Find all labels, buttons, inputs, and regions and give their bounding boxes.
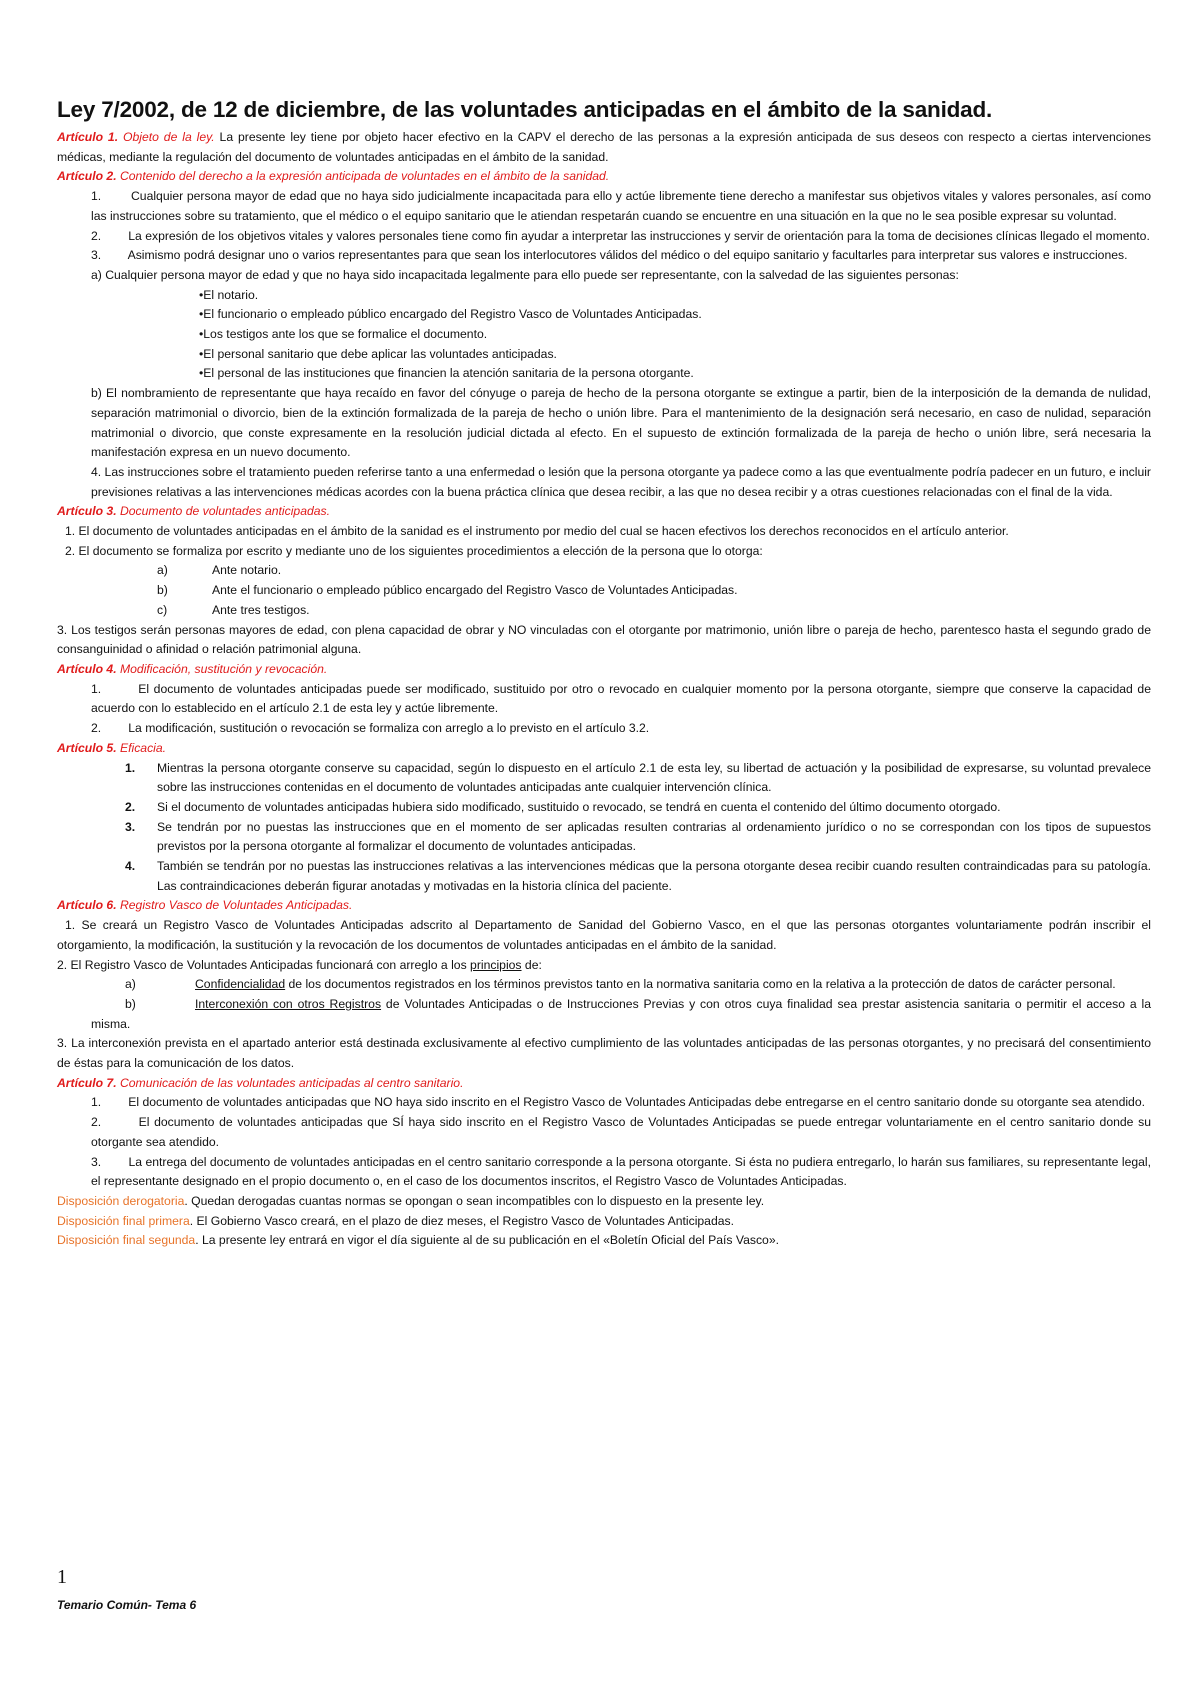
article-4-heading: Artículo 4. Modificación, sustitución y revocación. [57, 661, 328, 676]
article-6-paragraph-3: 3. La interconexión prevista en el apartado anterior está destinada exclusivamente al efectivo cumplimiento de las voluntades anticipadas de las personas otorgantes, y no precisará del consentimiento de éstas para la comunicación de los datos. [57, 1036, 1151, 1071]
document-page [57, 96, 1155, 1251]
article-6-heading: Artículo 6. Registro Vasco de Voluntades Anticipadas. [57, 898, 353, 913]
article-3-paragraph-1: 1. El documento de voluntades anticipadas en el ámbito de la sanidad es el instrumento por medio del cual se hacen efectivos los derechos reconocidos en el artículo anterior. [65, 524, 1009, 539]
list-item: 4. También se tendrán por no puestas las instrucciones relativas a las intervenciones médicas que la persona otorgante desea recibir cuando resulten contraindicadas para su patología. Las contraindicaciones deberán figurar anotadas y motivadas en la historia clínica del paciente. [125, 859, 1151, 893]
document-title: Ley 7/2002, de 12 de diciembre, de las voluntades anticipadas en el ámbito de la sanidad. [57, 97, 993, 122]
article-2-paragraph-4: 4. Las instrucciones sobre el tratamiento pueden referirse tanto a una enfermedad o lesión que la persona otorgante ya padece como a las que eventualmente podría padecer en un futuro, e incluir previsiones relativas a las intervenciones médicas acordes con la buena práctica clínica que desea recibir, a las que no desea recibir y a otras cuestiones relacionadas con el final de la vida. [91, 464, 1151, 499]
article-2-paragraph-a: a) Cualquier persona mayor de edad y que no haya sido incapacitada legalmente para ello puede ser representante, con la salvedad de las siguientes personas: [91, 267, 959, 282]
article-3-heading: Artículo 3. Documento de voluntades anticipadas. [57, 504, 331, 519]
article-3-paragraph-3: 3. Los testigos serán personas mayores de edad, con plena capacidad de obrar y NO vinculadas con el otorgante por matrimonio, unión libre o pareja de hecho, parentesco hasta el segundo grado de consanguinidad o afinidad o relación patrimonial alguna. [57, 622, 1151, 657]
disposition-derogatory: Disposición derogatoria. Quedan derogadas cuantas normas se opongan o sean incompatibles con lo dispuesto en la presente ley. [57, 1193, 765, 1208]
article-2-paragraph-b: b) El nombramiento de representante que haya recaído en favor del cónyuge o pareja de hecho de la persona otorgante se extingue a partir, bien de la interposición de la demanda de nulidad, separación matrimonial o divorcio, bien de la extinción formalizada de la pareja de hecho o unión libre. Para el mantenimiento de la designación será necesario, en caso de nulidad, separación matrimonial o divorcio, que conste expresamente en la resolución judicial dictada al efecto. En el supuesto de extinción formalizada de la pareja de hecho o unión libre, será necesaria la manifestación expresa en un nuevo documento. [91, 386, 1151, 460]
article-7-paragraph-1: 1. El documento de voluntades anticipadas que NO haya sido inscrito en el Registro Vasco de Voluntades Anticipadas debe entregarse en el centro sanitario donde su otorgante sea atendido. [91, 1095, 1145, 1110]
list-item: 3. Se tendrán por no puestas las instrucciones que en el momento de ser aplicadas resulten contrarias al ordenamiento jurídico o no se correspondan con los tipos de supuestos previstos por la persona otorgante al formalizar el documento de voluntades anticipadas. [125, 819, 1151, 854]
article-2-paragraph-2: 2. La expresión de los objetivos vitales y valores personales tiene como fin ayudar a interpretar las instrucciones y servir de orientación para la toma de decisiones clínicas llegado el momento. [91, 228, 1150, 243]
list-item: •El funcionario o empleado público encargado del Registro Vasco de Voluntades Anticipadas. [199, 307, 702, 322]
list-item: c) Ante tres testigos. [157, 602, 310, 617]
article-2-paragraph-3: 3. Asimismo podrá designar uno o varios representantes para que sean los interlocutores válidos del médico o del equipo sanitario y facultarles para interpretar sus valores e instrucciones. [91, 248, 1128, 263]
article-3-paragraph-2: 2. El documento se formaliza por escrito y mediante uno de los siguientes procedimientos a elección de la persona que lo otorga: [65, 543, 763, 558]
list-item: •El personal de las instituciones que financien la atención sanitaria de la persona otorgante. [199, 366, 694, 381]
page-number: 1 [57, 1566, 67, 1588]
list-item: 1. Mientras la persona otorgante conserve su capacidad, según lo dispuesto en el artículo 2.1 de esta ley, su libertad de actuación y la posibilidad de expresarse, su voluntad prevalece sobre las instrucciones contenidas en el documento de voluntades anticipadas ante cualquier intervención clínica. [125, 760, 1151, 795]
list-item: a) Ante notario. [157, 563, 282, 578]
article-6-paragraph-1: 1. Se creará un Registro Vasco de Voluntades Anticipadas adscrito al Departamento de Sanidad del Gobierno Vasco, en el que las personas otorgantes voluntariamente podrán inscribir el otorgamiento, la modificación, la sustitución y la revocación de los documentos de voluntades anticipadas en el ámbito de la sanidad. [57, 918, 1151, 952]
list-item: •El personal sanitario que debe aplicar las voluntades anticipadas. [199, 346, 557, 361]
list-item: b) Interconexión con otros Registros de Voluntades Anticipadas o de Instrucciones Previas y con otros cuya finalidad sea prestar asistencia sanitaria o permitir el acceso a la misma. [91, 996, 1151, 1031]
footer-text: Temario Común- Tema 6 [57, 1598, 197, 1612]
article-heading: Artículo 1. Objeto de la ley. [57, 130, 215, 144]
list-item: •El notario. [199, 287, 259, 302]
article-2-heading: Artículo 2. Contenido del derecho a la expresión anticipada de voluntades en el ámbito de la sanidad. [57, 169, 610, 184]
article-text: La presente ley tiene por objeto hacer efectivo en la CAPV el derecho de las personas a la expresión anticipada de sus deseos con respecto a ciertas intervenciones médicas, mediante la regulación del documento de voluntades anticipadas en el ámbito de la sanidad. [57, 130, 1152, 164]
disposition-final-first: Disposición final primera. El Gobierno Vasco creará, en el plazo de diez meses, el Registro Vasco de Voluntades Anticipadas. [57, 1213, 734, 1228]
article-2-paragraph-1: 1. Cualquier persona mayor de edad que no haya sido judicialmente incapacitada para ello y actúe libremente tiene derecho a manifestar sus objetivos vitales y valores personales, así como las instrucciones sobre su tratamiento, que el médico o el equipo sanitario que le atiendan respetarán cuando se encuentre en una situación en la que no le sea posible expresar su voluntad. [91, 189, 1155, 223]
article-6-paragraph-2: 2. El Registro Vasco de Voluntades Anticipadas funcionará con arreglo a los principios de: [57, 957, 542, 972]
document-body [57, 128, 1155, 1251]
article-5-list [57, 759, 1151, 897]
article-7-paragraph-3: 3. La entrega del documento de voluntades anticipadas en el centro sanitario corresponde a la persona otorgante. Si ésta no pudiera entregarlo, lo harán sus familiares, su representante legal, el representante designado en el propio documento o, en el caso de los documentos inscritos, el Registro Vasco de Voluntades Anticipadas. [91, 1154, 1155, 1189]
article-4-paragraph-1: 1. El documento de voluntades anticipadas puede ser modificado, sustituido por otro o revocado en cualquier momento por la persona otorgante, siempre que conserve la capacidad de acuerdo con lo establecido en el artículo 2.1 de esta ley y actúe libremente. [91, 681, 1155, 716]
article-7-heading: Artículo 7. Comunicación de las voluntades anticipadas al centro sanitario. [57, 1075, 464, 1090]
article-4-paragraph-2: 2. La modificación, sustitución o revocación se formaliza con arreglo a lo previsto en el artículo 3.2. [91, 721, 650, 736]
list-item: 2. Si el documento de voluntades anticipadas hubiera sido modificado, sustituido o revocado, se tendrá en cuenta el contenido del último documento otorgado. [125, 799, 1001, 814]
list-item: b) Ante el funcionario o empleado público encargado del Registro Vasco de Voluntades Anticipadas. [157, 583, 738, 598]
article-1 [57, 128, 1151, 167]
list-item: a) Confidencialidad de los documentos registrados en los términos previstos tanto en la normativa sanitaria como en la relativa a la protección de datos de carácter personal. [125, 977, 1116, 992]
article-7-paragraph-2: 2. El documento de voluntades anticipadas que SÍ haya sido inscrito en el Registro Vasco de Voluntades Anticipadas se puede entregar voluntariamente en el centro sanitario donde su otorgante sea atendido. [91, 1115, 1155, 1149]
disposition-final-second: Disposición final segunda. La presente ley entrará en vigor el día siguiente al de su publicación en el «Boletín Oficial del País Vasco». [57, 1233, 779, 1248]
list-item: •Los testigos ante los que se formalice el documento. [199, 327, 488, 342]
article-5-heading: Artículo 5. Eficacia. [57, 740, 167, 755]
